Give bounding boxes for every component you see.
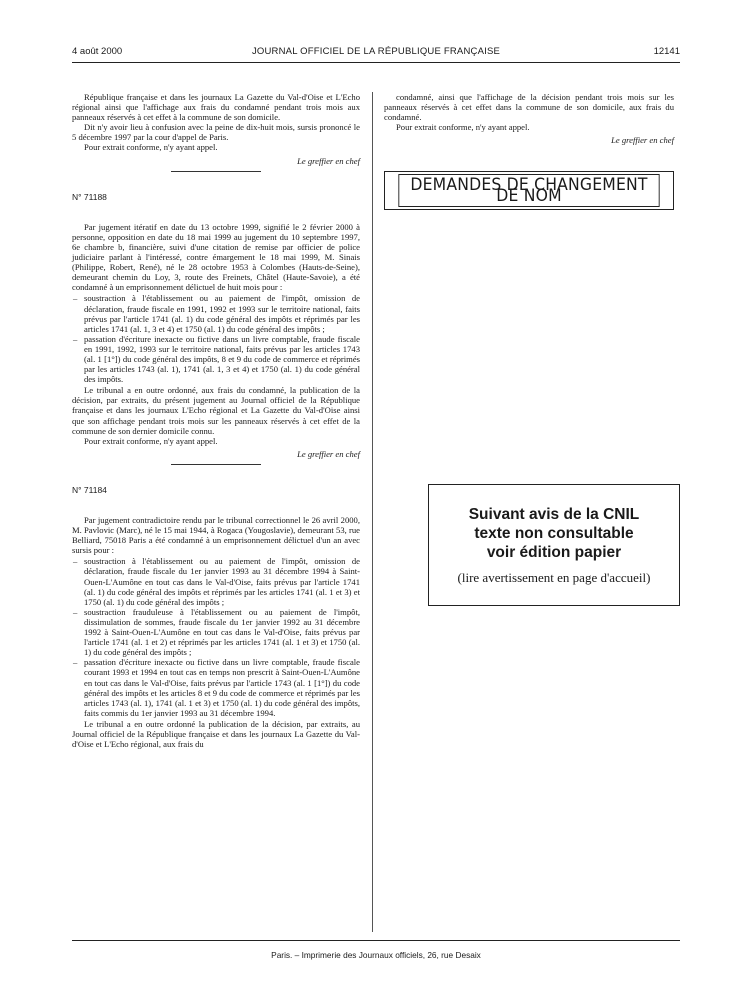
footer-rule: [72, 940, 680, 941]
notice-paragraph: Pour extrait conforme, n'y ayant appel.: [84, 435, 218, 446]
cnil-notice-box: [428, 484, 680, 606]
offense-list: [72, 556, 360, 718]
notice-paragraph: Le tribunal a en outre ordonné la publication de la décision, par extraits, au Journal officiel de la République française et dans les journaux La Gazette du Val-d'Oise et L'Echo régional, aux frais du: [72, 718, 360, 750]
list-item: – soustraction à l'établissement ou au paiement de l'impôt, omission de déclaration, fraude fiscale en 1991, 1992 et 1993 sur le territoire national, faits prévus par l'article 1741 (al. 1) du code général des impôts et réprimés par les articles 1741 (al. 1, 3 et 4) et 1750 (al. 1) du code général des impôts ;: [72, 293, 360, 333]
list-item: – soustraction à l'établissement ou au paiement de l'impôt, omission de déclaration, fraude fiscale du 1er janvier 1993 au 31 décembre 1994 à Saint-Ouen-L'Aumône en tout cas dans le Val-d'Oise, faits prévus par l'article 1741 (al. 1) du code général des impôts et réprimés par les articles 1741 (al. 1 et 3) et 1750 (al. 1) du code général des impôts ;: [72, 556, 360, 606]
page-header: [72, 46, 680, 60]
cnil-line: texte non consultable: [474, 525, 634, 542]
cnil-line: Suivant avis de la CNIL: [468, 506, 640, 523]
intro-paragraph-3: Pour extrait conforme, n'y ayant appel.: [84, 142, 218, 153]
notice-paragraph: Le tribunal a en outre ordonné, aux frais du condamné, la publication de la décision, par extraits, du présent jugement au Journal officiel de la République française et dans les journaux L'Echo régional et La Gazette du Val-d'Oise ainsi que son affichage pendant trois mois sur les panneaux réservés à cet effet de la commune de son dernier domicile connu.: [72, 385, 360, 436]
cnil-note: (lire avertissement en page d'accueil): [457, 570, 651, 585]
section-title: DEMANDES DE CHANGEMENT DE NOM: [398, 174, 659, 206]
intro-paragraph-2: Dit n'y avoir lieu à confusion avec la peine de dix-huit mois, sursis prononcé le 5 décembre 1997 par la cour d'appel de Paris.: [72, 122, 360, 143]
page-number: 12141: [653, 46, 680, 57]
clerk-signature: Le greffier en chef: [611, 135, 674, 146]
section-title-box: [384, 171, 674, 209]
clerk-signature: Le greffier en chef: [297, 448, 360, 459]
list-item: – passation d'écriture inexacte ou fictive dans un livre comptable, fraude fiscale courant 1993 et 1994 en tout cas en temps non prescrit à Saint-Ouen-L'Aumône en tout cas dans le Val-d'Oise, faits prévus par l'article 1743 (al. 1 [1°]) du code général des impôts et les articles 8 et 9 du code de commerce et réprimés par les articles 1743 (al. 1), 1741 (al. 1 et 3) et 1750 (al. 1) du code général des impôts, faits commis du 1er janvier 1993 au 31 décembre 1994.: [72, 657, 360, 718]
column-divider: [372, 92, 373, 932]
offense-list: [72, 293, 360, 384]
notice-paragraph: Par jugement contradictoire rendu par le tribunal correctionnel le 26 avril 2000, M. Pavlovic (Marc), né le 15 mai 1944, à Rogaca (Yougoslavie), demeurant 53, rue Belliard, 75018 Paris a été condamné à un emprisonnement délictuel d'un an avec sursis pour :: [72, 515, 360, 556]
continued-paragraph: condamné, ainsi que l'affichage de la décision pendant trois mois sur les panneaux réservés à cet effet dans la commune de son domicile, aux frais du condamné.: [384, 92, 674, 123]
right-column: [384, 92, 674, 210]
printer-footer: Paris. – Imprimerie des Journaux officiels, 26, rue Desaix: [271, 950, 481, 960]
notice-number: N° 71184: [72, 484, 107, 495]
notice-number: N° 71188: [72, 191, 107, 202]
list-item: – soustraction frauduleuse à l'établissement ou au paiement de l'impôt, dissimulation de sommes, fraude fiscale du 1er janvier 1992 au 31 décembre 1992 à Saint-Ouen-L'Aumône en tout cas dans le Val-d'Oise, faits prévus par l'article 1741 (al. 1 et 2) et réprimés par les articles 1741 (al. 1 et 3) et 1750 (al. 1) du code général des impôts ;: [72, 607, 360, 657]
header-rule: [72, 62, 680, 63]
intro-paragraph: République française et dans les journaux La Gazette du Val-d'Oise et L'Echo régional ainsi que l'affichage aux frais du condamné pendant trois mois aux panneaux réservés à cet effet à la commune de son domicile.: [72, 92, 360, 123]
list-item: – passation d'écriture inexacte ou fictive dans un livre comptable, fraude fiscale en 1991, 1992, 1993 sur le territoire national, faits prévus par les articles 1743 (al. 1 [1°]) du code général des impôts, 8 et 9 du code de commerce et réprimés par les articles 1743 (al. 1), 1741 (al. 1, 3 et 4) et 1750 (al. 1) du code général des impôts.: [72, 334, 360, 384]
left-column: [72, 92, 360, 749]
cnil-line: voir édition papier: [486, 544, 622, 561]
separator-rule: [171, 464, 261, 465]
journal-title: JOURNAL OFFICIEL DE LA RÉPUBLIQUE FRANÇAISE: [251, 46, 501, 57]
clerk-signature: Le greffier en chef: [297, 155, 360, 166]
issue-date: 4 août 2000: [72, 46, 123, 57]
separator-rule: [171, 171, 261, 172]
continued-paragraph-2: Pour extrait conforme, n'y ayant appel.: [396, 122, 530, 133]
notice-paragraph: Par jugement itératif en date du 13 octobre 1999, signifié le 2 février 2000 à personne, opposition en date du 18 mai 1999 au jugement du 10 septembre 1997, 6e chambre b, financière, suivi d'une citation de remise par officier de police judiciaire parlant à l'intéressé, contre émargement le 18 mai 1999, M. Sinais (Philippe, Robert, René), né le 28 octobre 1953 à Colombes (Hauts-de-Seine), demeurant chemin du Loy, 3, route des Freinets, Châtel (Haute-Savoie), a été condamné à un emprisonnement délictuel de huit mois pour :: [72, 221, 360, 293]
